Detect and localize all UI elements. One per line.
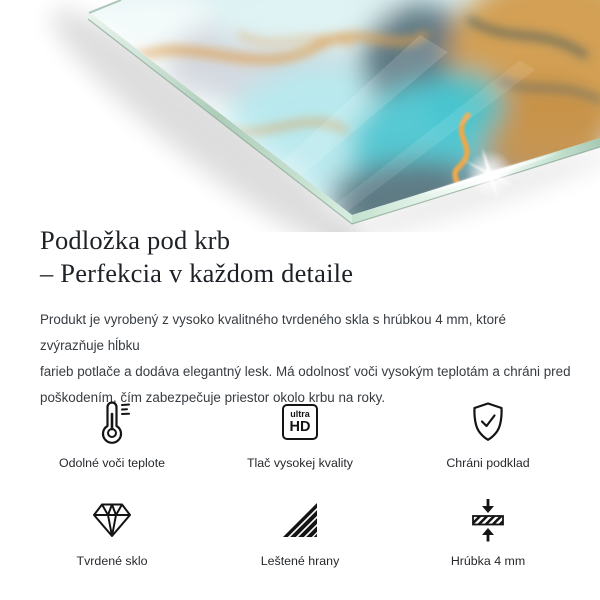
product-description — [40, 307, 572, 411]
feature-thickness — [394, 496, 582, 568]
thermometer-icon — [92, 398, 132, 446]
feature-grid — [18, 398, 582, 568]
shield-check-icon — [468, 398, 508, 446]
feature-heat-resistant — [18, 398, 206, 470]
product-photo — [0, 0, 600, 232]
feature-label: Hrúbka 4 mm — [450, 554, 526, 568]
description-line: farieb potlače a dodáva elegantný lesk. Má odolnosť voči vysokým teplotám a chráni pred — [40, 364, 571, 379]
feature-tempered-glass — [18, 496, 206, 568]
uhd-badge-bottom: HD — [289, 418, 311, 435]
diamond-icon — [90, 496, 134, 544]
polished-edges-icon — [280, 496, 320, 544]
feature-label: Odolné voči teplote — [58, 456, 166, 470]
title-line-1: Podložka pod krb — [40, 225, 231, 255]
title-line-2: – Perfekcia v každom detaile — [40, 258, 354, 288]
feature-label: Chráni podklad — [446, 456, 530, 470]
feature-label: Leštené hrany — [260, 554, 340, 568]
feature-label: Tlač vysokej kvality — [246, 456, 354, 470]
feature-label: Tvrdené sklo — [76, 554, 148, 568]
thickness-4mm-icon — [468, 496, 508, 544]
description-line: Produkt je vyrobený z vysoko kvalitného tvrdeného skla s hrúbkou 4 mm, ktoré zvýrazňuje hĺbku — [40, 312, 506, 353]
feature-print-quality — [206, 398, 394, 470]
uhd-badge-top: ultra — [290, 408, 310, 419]
content-section — [40, 224, 572, 411]
page-title — [40, 224, 572, 290]
ultra-hd-icon — [282, 398, 318, 446]
description-line: poškodením, čím zabezpečuje priestor okolo krbu na roky. — [40, 390, 386, 405]
feature-protects-base — [394, 398, 582, 470]
feature-polished-edges — [206, 496, 394, 568]
